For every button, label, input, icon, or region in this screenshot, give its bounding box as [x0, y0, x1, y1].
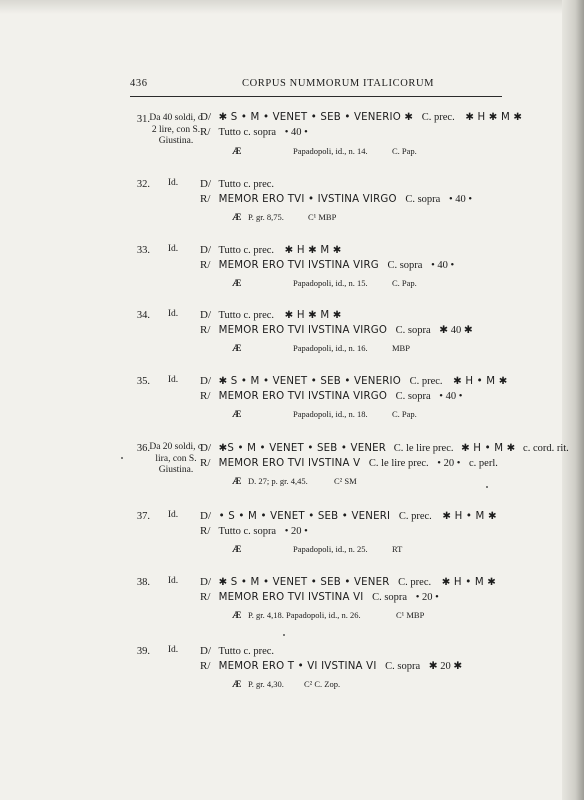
obverse-note: C. prec. [421, 112, 455, 123]
collection: MBP [392, 343, 410, 353]
entry-number: 38. [136, 577, 150, 588]
reverse-symbol: R/ [200, 390, 211, 402]
reverse-field: • 40 • [448, 194, 473, 205]
obverse-line [200, 644, 274, 659]
reverse-note: C. le lire prec. [368, 458, 429, 469]
reverse-symbol: R/ [200, 525, 211, 537]
entry-number: 36. [136, 443, 150, 454]
obverse-line [200, 374, 507, 389]
reverse-legend: MEMOR ERO TVI • IVSTINA VIRGO [218, 194, 397, 205]
obverse-legend: ✱ S • M • VENET • SEB • VENER [218, 577, 390, 588]
obverse-line [200, 441, 569, 456]
reverse-note: C. sopra [395, 325, 431, 336]
reverse-line [200, 192, 472, 207]
reverse-line [200, 389, 462, 404]
obverse-legend: ✱S • M • VENET • SEB • VENER [218, 443, 387, 454]
paper-speck [283, 634, 285, 636]
metal-symbol: Æ [232, 680, 242, 690]
header-rule [130, 96, 502, 97]
entry-number: 33. [136, 245, 150, 256]
reverse-field: • 40 • [439, 391, 463, 402]
entry-denomination: Id. [167, 645, 179, 655]
paper-speck [486, 486, 488, 488]
reference: Papadopoli, id., n. 16. [293, 343, 368, 353]
collection: C² SM [334, 476, 357, 486]
entry-number: 32. [136, 179, 150, 190]
collection: C¹ MBP [396, 610, 425, 620]
reference: P. gr. 8,75. [248, 212, 284, 222]
obverse-line [200, 243, 341, 258]
entry-denomination: Da 40 soldi, o 2 lire, con S. Giustina. [149, 113, 203, 146]
entry-denomination: Id. [167, 178, 179, 188]
obverse-symbol: D/ [200, 375, 211, 387]
obverse-field: ✱ H ✱ M ✱ [284, 310, 342, 321]
reverse-field: • 20 • [284, 526, 308, 537]
reverse-line [200, 258, 454, 273]
reverse-field: • 40 • [431, 260, 455, 271]
entry-denomination: Id. [167, 576, 179, 586]
obverse-text: Tutto c. prec. [218, 245, 275, 256]
reverse-symbol: R/ [200, 324, 211, 336]
reverse-symbol: R/ [200, 660, 211, 672]
obverse-line [200, 575, 496, 590]
reverse-legend: MEMOR ERO TVI IVSTINA VI [218, 592, 364, 603]
entry-number: 39. [136, 646, 150, 657]
reverse-note: C. sopra [385, 661, 421, 672]
obverse-legend: ✱ S • M • VENET • SEB • VENERIO [218, 376, 401, 387]
collection: C. Pap. [392, 409, 417, 419]
obverse-symbol: D/ [200, 244, 211, 256]
reverse-text: Tutto c. sopra [218, 127, 277, 138]
obverse-note: C. prec. [398, 511, 432, 522]
collection: C¹ MBP [308, 212, 337, 222]
reference: Papadopoli, id., n. 25. [293, 544, 368, 554]
reverse-field: ✱ 40 ✱ [439, 325, 473, 336]
reverse-legend: MEMOR ERO TVI IVSTINA VIRGO [218, 325, 388, 336]
reference: Papadopoli, id., n. 15. [293, 278, 368, 288]
page-header [130, 78, 500, 94]
entry-denomination: Id. [167, 309, 179, 319]
obverse-border: c. cord. rit. [523, 443, 569, 454]
reverse-symbol: R/ [200, 591, 211, 603]
obverse-text: Tutto c. prec. [218, 646, 275, 657]
reverse-border: c. perl. [469, 458, 498, 469]
page-edge-top [0, 0, 584, 14]
reference: P. gr. 4,18. Papadopoli, id., n. 26. [248, 610, 361, 620]
obverse-symbol: D/ [200, 645, 211, 657]
reverse-symbol: R/ [200, 259, 211, 271]
reference: Papadopoli, id., n. 14. [293, 146, 368, 156]
collection: C² C. Zop. [304, 679, 341, 689]
collection: RT [392, 544, 403, 554]
obverse-symbol: D/ [200, 442, 211, 454]
collection: C. Pap. [392, 146, 417, 156]
reverse-field: ✱ 20 ✱ [428, 661, 463, 672]
reverse-symbol: R/ [200, 457, 211, 469]
entry-number: 37. [136, 511, 150, 522]
obverse-text: Tutto c. prec. [218, 310, 275, 321]
obverse-line [200, 308, 341, 323]
reverse-legend: MEMOR ERO TVI IVSTINA VIRG [218, 260, 379, 271]
entry-denomination: Id. [167, 375, 179, 385]
reverse-line [200, 323, 473, 338]
obverse-symbol: D/ [200, 510, 211, 522]
obverse-field: ✱ H ✱ M ✱ [465, 112, 523, 123]
metal-symbol: Æ [232, 147, 242, 157]
collection: C. Pap. [392, 278, 417, 288]
entry-number: 34. [136, 310, 150, 321]
reverse-field: • 20 • [415, 592, 439, 603]
obverse-line [200, 509, 497, 524]
page-number: 436 [130, 78, 148, 89]
reverse-field: • 40 • [284, 127, 308, 138]
entry-number: 35. [136, 376, 150, 387]
metal-symbol: Æ [232, 410, 242, 420]
obverse-legend: • S • M • VENET • SEB • VENERI [218, 511, 391, 522]
obverse-field: ✱ H • M ✱ [441, 577, 497, 588]
metal-symbol: Æ [232, 611, 242, 621]
obverse-field: ✱ H • M ✱ [442, 511, 497, 522]
obverse-field: ✱ H ✱ M ✱ [284, 245, 342, 256]
obverse-symbol: D/ [200, 111, 211, 123]
reverse-legend: MEMOR ERO T • VI IVSTINA VI [218, 661, 377, 672]
page-edge-right [562, 0, 584, 800]
entry-number: 31. [136, 114, 150, 125]
metal-symbol: Æ [232, 477, 242, 487]
obverse-note: C. le lire prec. [393, 443, 454, 454]
obverse-text: Tutto c. prec. [218, 179, 275, 190]
obverse-legend: ✱ S • M • VENET • SEB • VENERIO ✱ [218, 112, 414, 123]
obverse-symbol: D/ [200, 576, 211, 588]
obverse-symbol: D/ [200, 178, 211, 190]
obverse-note: C. prec. [398, 577, 432, 588]
obverse-note: C. prec. [409, 376, 443, 387]
running-title: CORPUS NUMMORUM ITALICORUM [242, 78, 435, 89]
paper-speck [121, 457, 123, 459]
reverse-line [200, 659, 462, 674]
metal-symbol: Æ [232, 279, 242, 289]
reverse-legend: MEMOR ERO TVI IVSTINA VIRGO [218, 391, 388, 402]
reverse-legend: MEMOR ERO TVI IVSTINA V [218, 458, 361, 469]
reverse-note: C. sopra [387, 260, 423, 271]
reverse-note: C. sopra [405, 194, 441, 205]
reference: Papadopoli, id., n. 18. [293, 409, 368, 419]
reference: P. gr. 4,30. [248, 679, 284, 689]
reverse-text: Tutto c. sopra [218, 526, 277, 537]
entry-denomination: Da 20 soldi, o lira, con S. Giustina. [149, 442, 203, 475]
reverse-line [200, 590, 439, 605]
reference: D. 27; p. gr. 4,45. [248, 476, 308, 486]
entry-denomination: Id. [167, 510, 179, 520]
reverse-line [200, 125, 308, 140]
reverse-field: • 20 • [437, 458, 461, 469]
metal-symbol: Æ [232, 213, 242, 223]
metal-symbol: Æ [232, 545, 242, 555]
obverse-field: ✱ H • M ✱ [453, 376, 508, 387]
reverse-symbol: R/ [200, 193, 211, 205]
entry-denomination: Id. [167, 244, 179, 254]
obverse-line [200, 177, 274, 192]
reverse-symbol: R/ [200, 126, 211, 138]
reverse-line [200, 524, 308, 539]
metal-symbol: Æ [232, 344, 242, 354]
obverse-symbol: D/ [200, 309, 211, 321]
reverse-note: C. sopra [395, 391, 431, 402]
obverse-line [200, 110, 522, 125]
reverse-line [200, 456, 498, 471]
obverse-field: ✱ H • M ✱ [461, 443, 516, 454]
reverse-note: C. sopra [372, 592, 408, 603]
